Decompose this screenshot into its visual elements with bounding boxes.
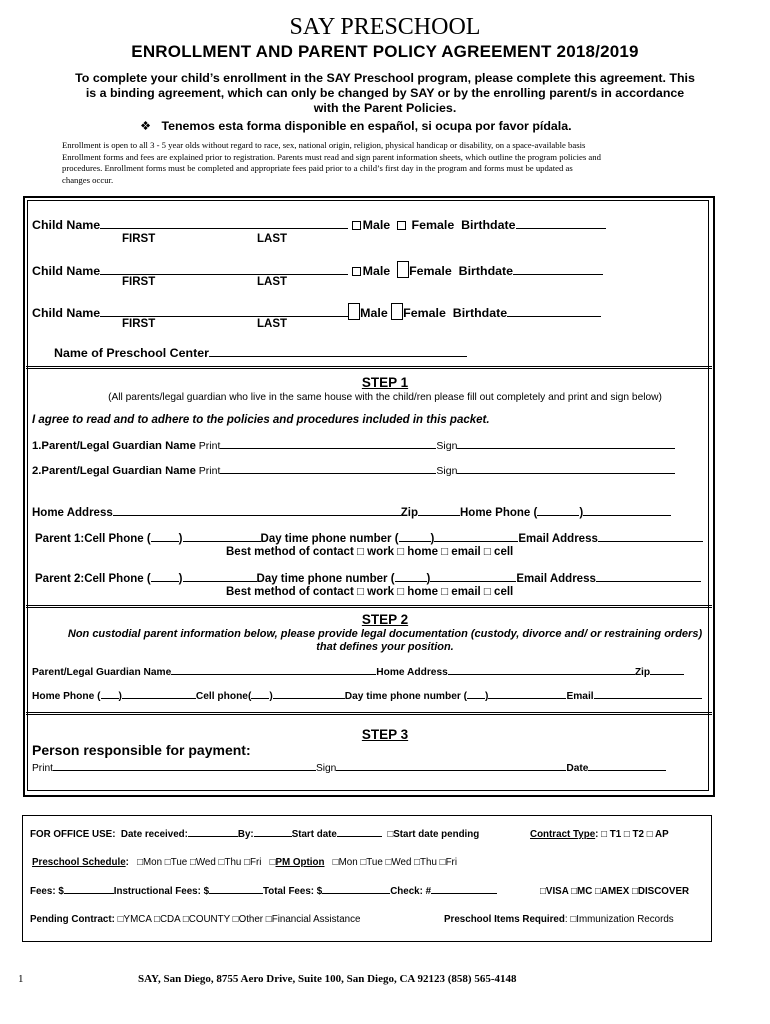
payment-sign-field[interactable]	[336, 769, 566, 771]
home-phone-label: Home Phone (	[460, 507, 538, 519]
payment-row[interactable]	[32, 763, 666, 774]
by-field[interactable]	[254, 835, 292, 837]
noncustodial-name-label: Parent/Legal Guardian Name	[32, 667, 172, 678]
first-label: FIRST	[122, 318, 156, 330]
child-name-label: Child Name	[32, 264, 101, 278]
step1-title: STEP 1	[361, 375, 409, 390]
office-row-4[interactable]	[30, 914, 360, 925]
noncustodial-email-label: Email	[566, 691, 594, 702]
print-field[interactable]	[220, 472, 436, 474]
noncustodial-day-area-field[interactable]	[467, 697, 485, 699]
male-label: Male	[362, 218, 391, 232]
female-label: Female	[411, 218, 455, 232]
noncustodial-cell-label: Cell phone(	[195, 691, 252, 702]
birthdate-field[interactable]	[516, 227, 606, 229]
noncustodial-day-phone-field[interactable]	[488, 697, 566, 699]
first-label: FIRST	[122, 233, 156, 245]
enrollment-form-inner-frame	[27, 200, 709, 791]
male-checkbox[interactable]	[352, 221, 361, 230]
child-name-field[interactable]	[100, 273, 348, 275]
day-phone-label: Day time phone number (	[256, 573, 395, 585]
birthdate-label: Birthdate	[461, 218, 516, 232]
payment-print-field[interactable]	[53, 769, 316, 771]
sign-field[interactable]	[457, 447, 675, 449]
office-row-2[interactable]: Preschool Schedule: □Mon □Tue □Wed □Thu □Fri □PM Option □Mon □Tue □Wed □Thu □Fri	[32, 857, 457, 868]
section-divider	[26, 605, 712, 608]
payment-heading: Person responsible for payment:	[32, 742, 251, 758]
pending-contract-options[interactable]: □YMCA □CDA □COUNTY □Other □Financial Assistance	[117, 914, 361, 925]
female-checkbox[interactable]	[397, 261, 409, 278]
intro-line-1: To complete your child’s enrollment in the SAY Preschool program, please complete this agreement. This	[75, 71, 695, 85]
paren-close: )	[118, 691, 122, 702]
preschool-center-row[interactable]	[54, 346, 467, 360]
day-phone-area-field[interactable]	[395, 580, 427, 582]
payment-date-field[interactable]	[588, 769, 666, 771]
email-field[interactable]	[596, 580, 701, 582]
home-address-row[interactable]	[32, 507, 671, 519]
parent-2-cell-field[interactable]	[183, 580, 257, 582]
noncustodial-address-label: Home Address	[376, 667, 448, 678]
pm-option-label: PM Option	[275, 857, 325, 868]
fees-label: Fees: $	[30, 886, 64, 897]
step1-note: (All parents/legal guardian who live in the same house with the child/ren please fill out completely and print and sign below)	[108, 392, 662, 403]
policy-paragraph	[62, 140, 601, 186]
paren-close: )	[579, 507, 584, 519]
pending-contract-label: Pending Contract:	[30, 914, 115, 925]
female-checkbox[interactable]	[391, 303, 403, 320]
intro-line-2: is a binding agreement, which can only be changed by SAY or by the enrolling parent/s in accordance	[85, 86, 685, 100]
start-date-pending[interactable]: □Start date pending	[387, 829, 480, 840]
noncustodial-email-field[interactable]	[594, 697, 702, 699]
guardian-2-label: 2.Parent/Legal Guardian Name	[32, 465, 196, 477]
day-phone-field[interactable]	[434, 540, 518, 542]
noncustodial-home-phone-label: Home Phone (	[32, 691, 101, 702]
last-label: LAST	[257, 233, 288, 245]
total-fees-field[interactable]	[322, 892, 390, 894]
day-phone-area-field[interactable]	[399, 540, 431, 542]
office-row-3[interactable]	[30, 886, 497, 897]
birthdate-label: Birthdate	[452, 306, 508, 320]
payment-print-label: Print	[32, 763, 53, 774]
print-label: Print	[198, 465, 221, 477]
spanish-note: Tenemos esta forma disponible en español, si ocupa por favor pídala.	[161, 119, 572, 133]
policy-line-2: Enrollment forms and fees are explained prior to registration. Parents must read and sign parent information sheets, which outline the program policies and	[62, 151, 601, 162]
paren-close: )	[430, 533, 435, 545]
parent-1-cell-area-field[interactable]	[151, 540, 179, 542]
day-phone-label: Day time phone number (	[260, 533, 399, 545]
noncustodial-home-area-field[interactable]	[101, 697, 119, 699]
schedule-days-pm[interactable]: □Mon □Tue □Wed □Thu □Fri	[332, 857, 457, 868]
guardian-1-row[interactable]	[32, 440, 675, 452]
items-required-options[interactable]: : □Immunization Records	[564, 914, 674, 925]
birthdate-field[interactable]	[513, 273, 603, 275]
parent-1-contact-row[interactable]	[35, 533, 703, 545]
child-row-2[interactable]	[32, 261, 603, 278]
agreement-statement: I agree to read and to adhere to the policies and procedures included in this packet.	[32, 414, 490, 426]
parent-1-cell-label: Parent 1:Cell Phone (	[35, 533, 151, 545]
female-label: Female	[403, 306, 446, 320]
female-label: Female	[409, 264, 452, 278]
fees-field[interactable]	[64, 892, 114, 894]
items-required-label: Preschool Items Required	[444, 914, 565, 925]
page-number: 1	[18, 973, 24, 985]
parent-2-contact-row[interactable]	[35, 573, 701, 585]
email-field[interactable]	[598, 540, 703, 542]
guardian-1-label: 1.Parent/Legal Guardian Name	[32, 440, 196, 452]
male-checkbox[interactable]	[352, 267, 361, 276]
home-address-field[interactable]	[113, 514, 401, 516]
sign-label: Sign	[436, 465, 458, 477]
schedule-label: Preschool Schedule	[32, 857, 126, 868]
child-row-1[interactable]	[32, 218, 606, 232]
paren-close: )	[269, 691, 273, 702]
total-fees-label: Total Fees: $	[263, 886, 323, 897]
by-label: By:	[237, 829, 254, 840]
home-phone-area-field[interactable]	[537, 514, 579, 516]
section-divider	[26, 712, 712, 715]
child-name-label: Child Name	[32, 306, 101, 320]
form-title: SAY PRESCHOOL	[289, 14, 481, 40]
spanish-note-row	[140, 118, 572, 133]
check-label: Check: #	[390, 886, 432, 897]
noncustodial-phone-row[interactable]	[32, 691, 702, 702]
sign-field[interactable]	[457, 472, 675, 474]
start-date-label: Start date	[291, 829, 337, 840]
paren-close: )	[178, 533, 183, 545]
check-field[interactable]	[431, 892, 497, 894]
policy-line-4: changes occur.	[62, 174, 114, 185]
child-row-3[interactable]	[32, 303, 601, 320]
paren-close: )	[485, 691, 489, 702]
zip-field[interactable]	[418, 514, 460, 516]
noncustodial-address-row[interactable]	[32, 667, 684, 678]
print-field[interactable]	[220, 447, 436, 449]
payment-date-label: Date	[566, 763, 589, 774]
start-date-field[interactable]	[337, 835, 382, 837]
male-label: Male	[360, 306, 388, 320]
step3-title: STEP 3	[361, 727, 409, 742]
parent-2-best-contact[interactable]: Best method of contact □ work □ home □ email □ cell	[226, 586, 514, 598]
noncustodial-name-field[interactable]	[171, 673, 376, 675]
zip-label: Zip	[400, 507, 418, 519]
male-label: Male	[362, 264, 391, 278]
step2-note-line-1: Non custodial parent information below, please provide legal documentation (custody, divorce and/ or restraining orders)	[67, 628, 703, 640]
office-row-1[interactable]	[30, 829, 479, 840]
noncustodial-day-phone-label: Day time phone number (	[344, 691, 468, 702]
noncustodial-address-field[interactable]	[448, 673, 635, 675]
instructional-fees-label: Instructional Fees: $	[113, 886, 210, 897]
paren-close: )	[178, 573, 183, 585]
child-name-label: Child Name	[32, 218, 101, 232]
parent-1-best-contact[interactable]: Best method of contact □ work □ home □ email □ cell	[226, 546, 514, 558]
female-checkbox[interactable]	[397, 221, 406, 230]
home-address-label: Home Address	[32, 507, 113, 519]
section-divider	[26, 366, 712, 369]
schedule-days-am[interactable]: □Mon □Tue □Wed □Thu □Fri	[137, 857, 262, 868]
step2-note-line-2: that defines your position.	[316, 641, 454, 653]
birthdate-label: Birthdate	[458, 264, 514, 278]
parent-2-cell-label: Parent 2:Cell Phone (	[35, 573, 151, 585]
office-use-label: FOR OFFICE USE:	[30, 829, 116, 840]
guardian-2-row[interactable]	[32, 465, 675, 477]
form-subtitle: ENROLLMENT AND PARENT POLICY AGREEMENT 2018/2019	[131, 42, 639, 61]
print-label: Print	[198, 440, 221, 452]
birthdate-field[interactable]	[507, 315, 601, 317]
day-phone-field[interactable]	[430, 580, 516, 582]
policy-line-1: Enrollment is open to all 3 - 5 year olds without regard to race, sex, national origin, religion, physical handicap or disability, on a space-available basis	[62, 140, 586, 150]
diamond-bullet-icon: ❖	[140, 119, 152, 133]
sign-label: Sign	[436, 440, 458, 452]
contract-type-row[interactable]	[530, 829, 669, 840]
footer-address: SAY, San Diego, 8755 Aero Drive, Suite 100, San Diego, CA 92123 (858) 565-4148	[138, 973, 517, 985]
noncustodial-home-phone-field[interactable]	[122, 697, 196, 699]
male-checkbox[interactable]	[348, 303, 360, 320]
preschool-center-label: Name of Preschool Center	[54, 346, 209, 360]
date-received-field[interactable]	[188, 835, 238, 837]
noncustodial-zip-label: Zip	[634, 667, 651, 678]
contract-type-label: Contract Type	[530, 829, 596, 840]
preschool-center-field[interactable]	[209, 355, 467, 357]
intro-line-3: with the Parent Policies.	[313, 101, 457, 115]
instructional-fees-field[interactable]	[209, 892, 263, 894]
first-label: FIRST	[122, 276, 156, 288]
paren-close: )	[426, 573, 431, 585]
pm-option-checkbox[interactable]: □	[269, 857, 276, 868]
parent-1-cell-field[interactable]	[183, 540, 261, 542]
date-received-label: Date received:	[120, 829, 188, 840]
last-label: LAST	[257, 276, 288, 288]
home-phone-field[interactable]	[583, 514, 671, 516]
parent-2-cell-area-field[interactable]	[151, 580, 179, 582]
last-label: LAST	[257, 318, 288, 330]
child-name-field[interactable]	[100, 227, 348, 229]
noncustodial-cell-area-field[interactable]	[251, 697, 269, 699]
noncustodial-zip-field[interactable]	[650, 673, 684, 675]
email-label: Email Address	[518, 533, 598, 545]
policy-line-3: procedures. Enrollment forms must be completed and appropriate fees paid prior to a child’s first day in the program and forms must be updated as	[62, 163, 573, 173]
step2-title: STEP 2	[361, 612, 409, 627]
items-required-row[interactable]	[444, 914, 674, 925]
card-options[interactable]: □VISA □MC □AMEX □DISCOVER	[540, 886, 690, 897]
payment-sign-label: Sign	[315, 763, 337, 774]
child-name-field[interactable]	[100, 315, 348, 317]
contract-type-options[interactable]: : □ T1 □ T2 □ AP	[595, 829, 669, 840]
email-label: Email Address	[516, 573, 596, 585]
noncustodial-cell-field[interactable]	[273, 697, 345, 699]
